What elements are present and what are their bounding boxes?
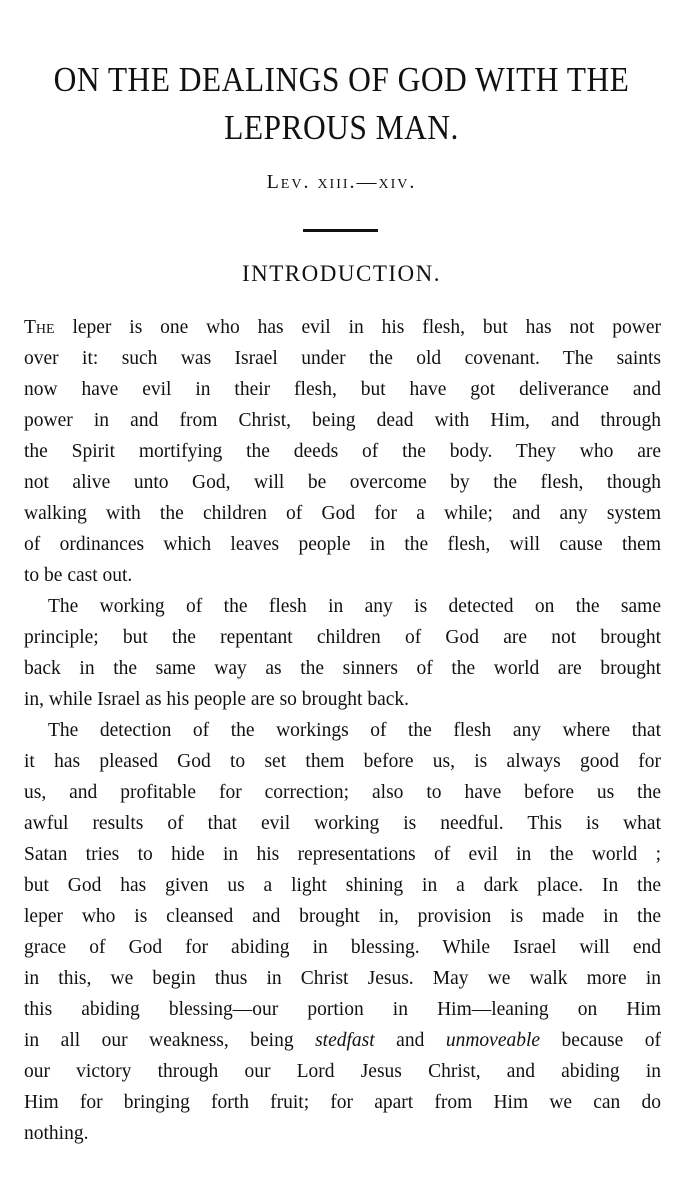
text-line: the Spirit mortifying the deeds of the body. They who are (24, 441, 661, 462)
section-heading: INTRODUCTION. (241, 261, 441, 286)
text-line: to be cast out. (24, 565, 133, 586)
text-fragment: leper is one who has evil in his flesh, but has not power (72, 317, 662, 338)
text-line: our victory through our Lord Jesus Christ, and abiding in (24, 1061, 661, 1082)
drop-word: The (24, 317, 55, 338)
text-line: this abiding blessing—our portion in Him—leaning on Him (24, 999, 661, 1020)
text-line: awful results of that evil working is needful. This is what (24, 813, 661, 834)
scripture-reference: Lev. xiii.—xiv. (266, 171, 417, 193)
section-divider (303, 229, 378, 232)
text-line (24, 312, 661, 343)
text-line: but God has given us a light shining in a dark place. In the (24, 875, 661, 896)
text-line: principle; but the repentant children of God are not brought (24, 627, 661, 648)
body-text (24, 312, 661, 1149)
text-line: The working of the flesh in any is detected on the same (48, 596, 661, 617)
text-line: nothing. (24, 1123, 89, 1144)
italic-word: unmoveable (445, 1030, 541, 1051)
text-line: in this, we begin thus in Christ Jesus. May we walk more in (24, 968, 661, 989)
text-line: us, and profitable for correction; also to have before us the (24, 782, 661, 803)
text-line: of ordinances which leaves people in the flesh, will cause them (24, 534, 661, 555)
text-line (24, 1025, 661, 1056)
text-line: not alive unto God, will be overcome by the flesh, though (24, 472, 661, 493)
italic-word: stedfast (315, 1030, 375, 1051)
text-line: grace of God for abiding in blessing. While Israel will end (24, 937, 661, 958)
text-fragment: because of (561, 1030, 661, 1051)
text-line: power in and from Christ, being dead with Him, and through (24, 410, 661, 431)
text-fragment: and (396, 1030, 425, 1051)
text-line: in, while Israel as his people are so brought back. (24, 689, 410, 710)
text-line: over it: such was Israel under the old covenant. The saints (24, 348, 661, 369)
chapter-title-line-1: ON THE DEALINGS OF GOD WITH THE (53, 60, 630, 99)
text-line: Him for bringing forth fruit; for apart from Him we can do (24, 1092, 661, 1113)
text-line: back in the same way as the sinners of the world are brought (24, 658, 661, 679)
text-line: The detection of the workings of the flesh any where that (48, 720, 661, 741)
text-line: leper who is cleansed and brought in, provision is made in the (24, 906, 661, 927)
text-line: it has pleased God to set them before us, is always good for (24, 751, 661, 772)
text-fragment: in all our weakness, being (24, 1030, 294, 1051)
chapter-title-line-2: LEPROUS MAN. (224, 108, 459, 147)
text-line: now have evil in their flesh, but have got deliverance and (24, 379, 661, 400)
text-line: Satan tries to hide in his representations of evil in the world ; (24, 844, 661, 865)
text-line: walking with the children of God for a while; and any system (24, 503, 661, 524)
